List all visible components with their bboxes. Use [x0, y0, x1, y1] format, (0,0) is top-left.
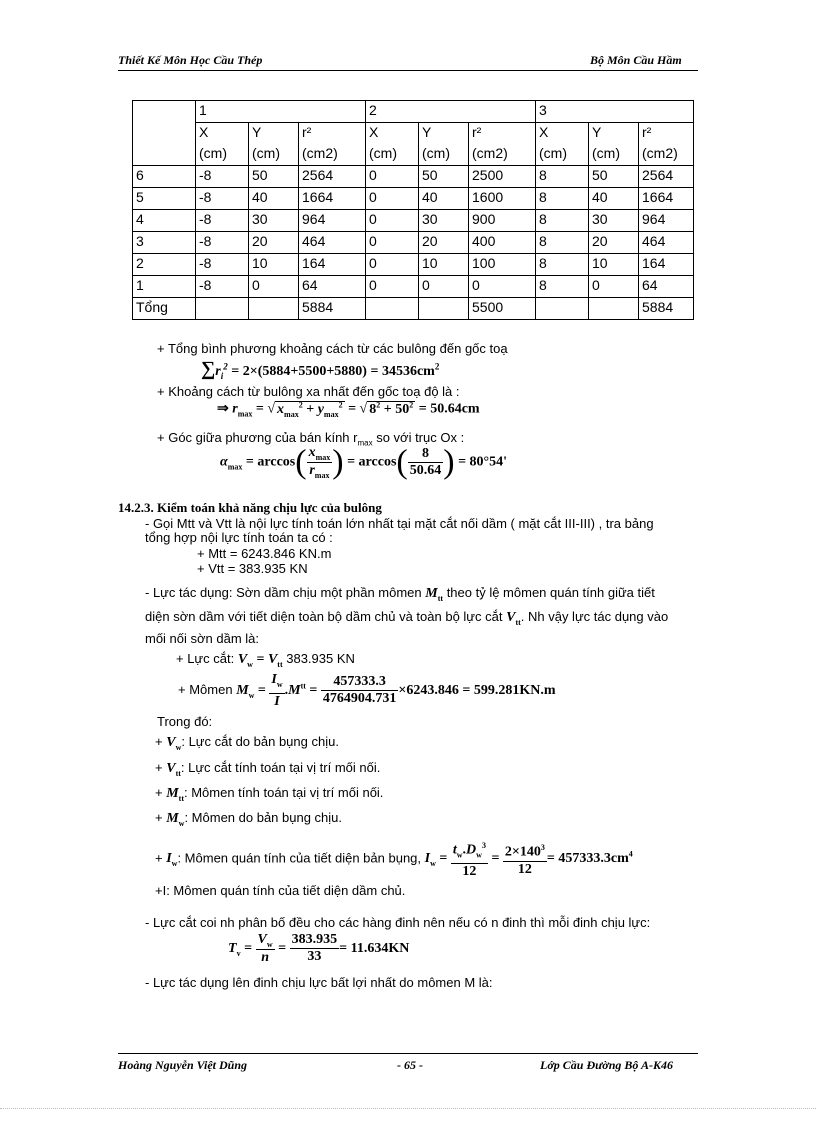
sum-squares-text: + Tổng bình phương khoảng cách từ các bulông đến gốc toạ [157, 341, 508, 356]
def-vw: + $V_w$: Lực cắt do bản bụng chịu. [155, 734, 339, 752]
table-cell: -8 [196, 276, 249, 298]
momen-label: + Mômen [178, 682, 233, 698]
table-row [133, 232, 694, 254]
table-cell: 164 [299, 254, 366, 276]
table-cell [249, 298, 299, 320]
para-2a-end: theo tỷ lệ mômen quán tính giữa tiết [446, 585, 655, 600]
table-cell [419, 298, 469, 320]
col-label: X [366, 123, 419, 145]
table-cell: 5884 [639, 298, 694, 320]
group-header: 1 [196, 101, 366, 123]
table-cell: -8 [196, 254, 249, 276]
group-header: 3 [536, 101, 694, 123]
row-label: 3 [133, 232, 196, 254]
row-label: 2 [133, 254, 196, 276]
col-label: Y [589, 123, 639, 145]
table-cell: 0 [366, 232, 419, 254]
tv-den: 33 [307, 949, 322, 965]
row-label: Tổng [133, 298, 196, 320]
table-cell: 8 [536, 210, 589, 232]
table-cell: 5500 [469, 298, 536, 320]
page-edge [0, 1108, 816, 1109]
table-cell: 40 [419, 188, 469, 210]
table-cell: 100 [469, 254, 536, 276]
alpha-formula: $\alpha_{max} = \arccos$( $\frac{x_{max}}{r_{max}}$ ) = arccos( $\frac{8}{50.64}$ ) = 80°54' [220, 443, 508, 481]
table-cell: 1664 [299, 188, 366, 210]
para-2b-start: diện sờn dầm với tiết diện toàn bộ dầm chủ và toàn bộ lực cắt [145, 609, 503, 624]
row-label: 1 [133, 276, 196, 298]
table-cell: 5884 [299, 298, 366, 320]
table-row [133, 276, 694, 298]
def-vtt-text: : Lực cắt tính toán tại vị trí mối nối. [180, 760, 381, 775]
section-title: 14.2.3. Kiểm toán khả năng chịu lực của bulông [118, 500, 382, 515]
mtt-line: + Mtt = 6243.846 KN.m [197, 546, 332, 561]
momen-line: + Mômen $M_w$ = $\frac{I_w}{I}$ $.M^{tt}$ = $\frac{457333.3}{4764904.731}$ ×6243.846 = 599.281KN.m [178, 672, 556, 709]
table-cell: 900 [469, 210, 536, 232]
rmax-formula: ⇒ $r_{max}$ = √ $x_{max}^2 + y_{max}^2$ = √ $8^2 + 50^2 = 50.64cm$ [217, 400, 480, 419]
momen-rhs: ×6243.846 = 599.281KN.m [398, 683, 556, 699]
trong-do: Trong đó: [157, 714, 213, 729]
table-cell: 0 [366, 276, 419, 298]
table-cell: 400 [469, 232, 536, 254]
table-cell [196, 298, 249, 320]
iw-den: 12 [517, 862, 532, 878]
luc-cat-label: + Lực cắt: [176, 651, 235, 666]
col-unit: (cm2) [639, 144, 694, 166]
para-2a: - Lực tác dụng: Sờn dầm chịu một phần mômen $M_{tt}$ theo tỷ lệ mômen quán tính giữa tiết [145, 585, 655, 603]
def-mtt-text: : Mômen tính toán tại vị trí mối nối. [184, 785, 384, 800]
header-left: Thiết Kế Môn Học Cầu Thép [118, 53, 263, 67]
table-cell: 20 [589, 232, 639, 254]
table-cell [589, 298, 639, 320]
table-row [133, 298, 694, 320]
footer-page: - 65 - [397, 1058, 423, 1072]
table-subheader-row [133, 123, 694, 145]
bolt-table [132, 100, 694, 320]
table-cell: 20 [249, 232, 299, 254]
col-unit: (cm2) [299, 144, 366, 166]
table-cell [366, 298, 419, 320]
para-1a: - Gọi Mtt và Vtt là nội lực tính toán lớn nhất tại mặt cắt nối dầm ( mặt cắt III-III) , tra bảng [145, 516, 654, 531]
col-label: X [196, 123, 249, 145]
table-row [133, 166, 694, 188]
def-iw: + $I_w$: Mômen quán tính của tiết diện bản bụng, $I_w$ = $\frac{t_w.D_w^3}{12}$ = $\frac{2\times 140^3}{12}$ = $457333.3cm^4$ [155, 838, 633, 880]
para-2c: mối nối sờn dầm là: [145, 631, 260, 646]
table-cell: 10 [249, 254, 299, 276]
table-cell: 10 [589, 254, 639, 276]
table-cell: 8 [536, 188, 589, 210]
table-row [133, 210, 694, 232]
para-3: - Lực cắt coi nh phân bố đều cho các hàng đinh nên nếu có n đinh thì mỗi đinh chịu lực: [145, 915, 651, 930]
table-row [133, 254, 694, 276]
table-cell: 164 [639, 254, 694, 276]
iw-num: 2×140 [504, 845, 541, 861]
table-cell: 30 [249, 210, 299, 232]
table-cell: 964 [639, 210, 694, 232]
tv-num: 383.935 [291, 932, 338, 948]
table-cell: 464 [299, 232, 366, 254]
table-cell: 2564 [639, 166, 694, 188]
table-cell: -8 [196, 232, 249, 254]
table-header-row [133, 101, 694, 123]
iw-rhs: = 457333.3cm [546, 851, 629, 867]
table-cell: 0 [589, 276, 639, 298]
table-cell: 1664 [639, 188, 694, 210]
def-mw-text: : Mômen do bản bụng chịu. [184, 810, 343, 825]
angle-tail: so với trục Ox : [372, 430, 465, 445]
table-cell: 50 [249, 166, 299, 188]
para-1b: tổng hợp nội lực tính toán ta có : [145, 530, 333, 545]
table-cell: 64 [299, 276, 366, 298]
luc-cat-line: + Lực cắt: $V_w = V_{tt}$ 383.935 KN [176, 651, 355, 669]
table-cell: 0 [249, 276, 299, 298]
table-cell: 64 [639, 276, 694, 298]
table-cell: 0 [366, 254, 419, 276]
table-cell: 20 [419, 232, 469, 254]
table-cell: 8 [536, 276, 589, 298]
table-units-row [133, 144, 694, 166]
table-cell: -8 [196, 210, 249, 232]
def-vw-text: : Lực cắt do bản bụng chịu. [181, 734, 339, 749]
momen-den: 4764904.731 [322, 691, 397, 707]
col-label: r² [639, 123, 694, 145]
table-row [133, 188, 694, 210]
table-cell: 8 [536, 254, 589, 276]
table-cell: 0 [366, 210, 419, 232]
col-label: r² [469, 123, 536, 145]
def-vtt: + $V_{tt}$: Lực cắt tính toán tại vị trí mối nối. [155, 760, 381, 778]
farthest-text: + Khoảng cách từ bulông xa nhất đến gốc toạ độ là : [157, 384, 460, 399]
col-unit: (cm) [196, 144, 249, 166]
table-cell [536, 298, 589, 320]
table-cell: 8 [536, 232, 589, 254]
table-cell: 464 [639, 232, 694, 254]
table-cell: 50 [589, 166, 639, 188]
angle-text: + Góc giữa phương của bán kính $r_{max}$ so với trục Ox : [157, 430, 465, 448]
table-cell: 2500 [469, 166, 536, 188]
table-cell: 30 [419, 210, 469, 232]
group-header: 2 [366, 101, 536, 123]
rmax-rhs: = 50.64cm [418, 401, 480, 417]
col-unit: (cm) [249, 144, 299, 166]
header-rule [118, 70, 698, 71]
angle-label: + Góc giữa phương của bán kính r [157, 430, 358, 445]
para-2b-end: . Nh vậy lực tác dụng vào [520, 609, 669, 624]
def-iw-text: : Mômen quán tính của tiết diện bản bụng, [177, 850, 422, 866]
vtt-line: + Vtt = 383.935 KN [197, 561, 308, 576]
row-label: 5 [133, 188, 196, 210]
table-cell: 0 [366, 166, 419, 188]
para-2a-start: - Lực tác dụng: Sờn dầm chịu một phần mômen [145, 585, 422, 600]
table-cell: 0 [469, 276, 536, 298]
alpha-result: = 80°54' [458, 454, 508, 470]
footer-left: Hoàng Nguyễn Việt Dũng [118, 1058, 248, 1072]
col-unit: (cm) [536, 144, 589, 166]
table-cell: 8 [536, 166, 589, 188]
table-cell: -8 [196, 166, 249, 188]
col-unit: (cm) [589, 144, 639, 166]
table-cell: -8 [196, 188, 249, 210]
row-label: 4 [133, 210, 196, 232]
tv-formula: $T_v$ = $\frac{V_w}{n}$ = $\frac{383.935}{33}$ = 11.634KN [228, 932, 410, 965]
table-cell: 40 [249, 188, 299, 210]
col-unit: (cm2) [469, 144, 536, 166]
col-label: r² [299, 123, 366, 145]
col-label: X [536, 123, 589, 145]
row-label: 6 [133, 166, 196, 188]
sum-formula-rhs: = 2×(5884+5500+5880) = 34536cm [231, 364, 435, 379]
def-i: +I: Mômen quán tính của tiết diện dầm chủ. [155, 883, 406, 898]
table-cell: 40 [589, 188, 639, 210]
momen-num: 457333.3 [321, 674, 399, 691]
table-cell: 1600 [469, 188, 536, 210]
table-cell: 2564 [299, 166, 366, 188]
table-corner [133, 101, 196, 166]
table-cell: 964 [299, 210, 366, 232]
def-mw: + $M_w$: Mômen do bản bụng chịu. [155, 810, 343, 828]
col-unit: (cm) [366, 144, 419, 166]
col-unit: (cm) [419, 144, 469, 166]
col-label: Y [249, 123, 299, 145]
footer-rule [118, 1053, 698, 1054]
sum-formula: $\sum r_i^2 = 2\times(5884+5500+5880) = 34536cm^2$ [201, 358, 440, 381]
table-cell: 0 [366, 188, 419, 210]
luc-cat-value: 383.935 KN [286, 651, 355, 666]
def-mtt: + $M_{tt}$: Mômen tính toán tại vị trí mối nối. [155, 785, 384, 803]
table-cell: 0 [419, 276, 469, 298]
table-cell: 30 [589, 210, 639, 232]
para-2b: diện sờn dầm với tiết diện toàn bộ dầm chủ và toàn bộ lực cắt $V_{tt}$. Nh vậy lực tác dụng vào [145, 609, 669, 627]
para-4: - Lực tác dụng lên đinh chịu lực bất lợi nhất do mômen M là: [145, 975, 493, 990]
table-cell: 10 [419, 254, 469, 276]
table-cell: 50 [419, 166, 469, 188]
tv-rhs: = 11.634KN [339, 941, 410, 957]
footer-right: Lớp Cầu Đường Bộ A-K46 [540, 1058, 673, 1072]
col-label: Y [419, 123, 469, 145]
header-right: Bộ Môn Cầu Hầm [590, 53, 682, 67]
